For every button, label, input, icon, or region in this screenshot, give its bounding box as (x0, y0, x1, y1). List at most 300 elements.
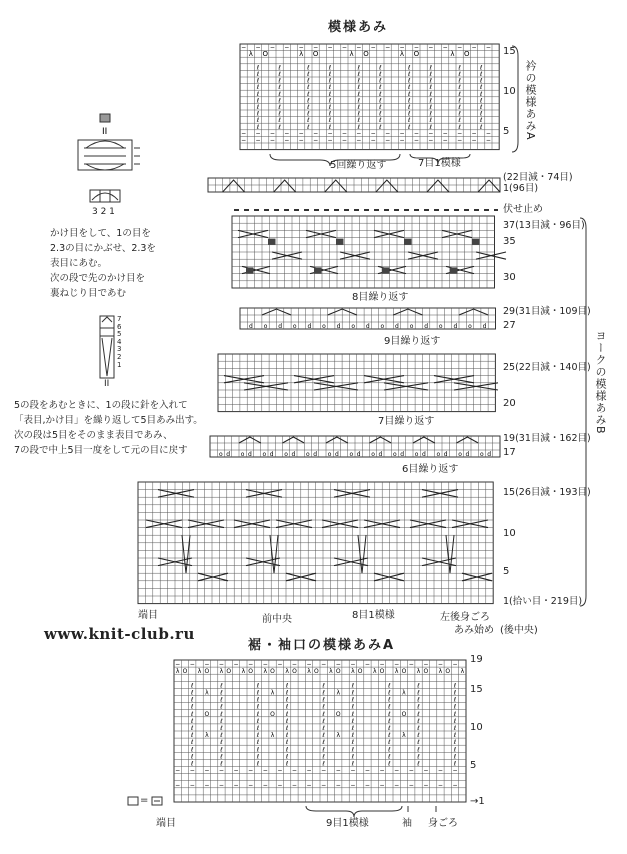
svg-text:−: − (437, 661, 443, 669)
svg-text:λ: λ (349, 50, 354, 59)
svg-text:ℓ: ℓ (388, 682, 391, 690)
svg-text:−: − (335, 661, 341, 669)
svg-text:d: d (487, 451, 492, 458)
legend (126, 795, 176, 809)
svg-text:−: − (399, 44, 405, 52)
svg-text:ℓ: ℓ (307, 77, 310, 85)
svg-text:ℓ: ℓ (407, 104, 411, 111)
svg-text:o: o (351, 323, 355, 330)
svg-text:ℓ: ℓ (453, 696, 457, 704)
svg-text:−: − (413, 44, 419, 52)
svg-text:λ: λ (307, 668, 311, 676)
svg-text:ℓ: ℓ (307, 97, 310, 105)
decrease-strip (208, 178, 500, 192)
collar-braces (240, 152, 500, 172)
svg-text:ℓ: ℓ (458, 84, 461, 92)
svg-text:ℓ: ℓ (351, 717, 355, 725)
yoke-10-label: 10 (503, 528, 516, 539)
collar-side-label: 衿の模様あみA (524, 60, 537, 141)
svg-text:ℓ: ℓ (351, 689, 355, 697)
svg-text:−: − (370, 44, 376, 52)
svg-text:−: − (379, 781, 385, 789)
svg-text:ℓ: ℓ (379, 71, 382, 78)
svg-text:−: − (298, 137, 304, 144)
svg-text:−: − (408, 781, 414, 789)
cuff-19: 19 (470, 654, 483, 665)
svg-text:−: − (452, 781, 458, 789)
svg-text:ℓ: ℓ (388, 717, 391, 725)
svg-text:O: O (401, 668, 407, 676)
svg-text:ℓ: ℓ (328, 110, 332, 118)
svg-text:ℓ: ℓ (453, 732, 457, 740)
svg-text:O: O (226, 668, 232, 676)
svg-text:ℓ: ℓ (479, 97, 483, 105)
svg-text:d: d (465, 451, 470, 458)
svg-text:−: − (269, 137, 275, 144)
yoke-15-label: 15(26目減・193目) (503, 487, 591, 498)
svg-text:λ: λ (402, 732, 406, 740)
svg-text:ℓ: ℓ (256, 110, 260, 118)
svg-text:ℓ: ℓ (220, 710, 223, 718)
svg-text:ℓ: ℓ (417, 739, 420, 747)
svg-text:ℓ: ℓ (453, 753, 457, 761)
svg-text:o: o (480, 451, 484, 458)
svg-text:ℓ: ℓ (256, 117, 260, 125)
svg-text:ℓ: ℓ (322, 732, 325, 740)
svg-text:ℓ: ℓ (220, 689, 223, 697)
svg-text:−: − (452, 661, 458, 669)
svg-text:−: − (364, 767, 370, 775)
svg-text:ℓ: ℓ (351, 710, 355, 718)
cuff-arrow: →1 (470, 796, 485, 807)
svg-text:ℓ: ℓ (388, 760, 391, 768)
svg-text:ℓ: ℓ (285, 710, 289, 718)
svg-text:O: O (182, 668, 188, 676)
yoke-30-label: 30 (503, 272, 516, 283)
svg-text:ℓ: ℓ (322, 689, 325, 697)
row-label-10: 10 (503, 86, 516, 97)
svg-text:o: o (263, 323, 268, 330)
svg-text:−: − (485, 44, 491, 52)
svg-text:O: O (445, 668, 451, 676)
svg-text:−: − (437, 781, 443, 789)
bind-off-label: 伏せ止め (503, 204, 543, 215)
svg-text:d: d (247, 451, 252, 458)
yoke-19-repeat: 6目繰り返す (402, 464, 459, 475)
svg-text:ℓ: ℓ (357, 90, 361, 98)
svg-text:ℓ: ℓ (220, 717, 223, 725)
svg-text:−: − (457, 130, 463, 138)
svg-text:O: O (379, 668, 385, 676)
svg-text:ℓ: ℓ (322, 739, 325, 747)
svg-text:d: d (482, 323, 487, 330)
svg-text:ℓ: ℓ (429, 90, 433, 98)
svg-text:−: − (341, 44, 347, 52)
svg-text:ℓ: ℓ (388, 696, 391, 704)
svg-text:ℓ: ℓ (429, 84, 433, 92)
yoke-block-29 (240, 308, 498, 330)
svg-text:ℓ: ℓ (256, 739, 260, 747)
svg-text:ℓ: ℓ (388, 710, 391, 718)
svg-text:o: o (393, 451, 397, 458)
svg-text:ℓ: ℓ (191, 717, 194, 725)
svg-text:ℓ: ℓ (328, 71, 332, 78)
svg-text:O: O (270, 668, 275, 676)
svg-text:ℓ: ℓ (256, 696, 260, 704)
svg-text:λ: λ (219, 668, 224, 676)
svg-text:d: d (421, 451, 426, 458)
yoke-27-label: 27 (503, 320, 516, 331)
svg-text:O: O (464, 50, 470, 59)
svg-text:ℓ: ℓ (357, 104, 361, 111)
svg-text:ℓ: ℓ (285, 760, 289, 768)
svg-text:ℓ: ℓ (307, 110, 310, 118)
svg-text:O: O (312, 50, 319, 59)
svg-text:−: − (269, 44, 275, 52)
svg-text:−: − (379, 661, 385, 669)
svg-text:λ: λ (248, 50, 253, 59)
svg-text:−: − (233, 661, 239, 669)
svg-text:−: − (269, 130, 275, 138)
svg-text:ℓ: ℓ (479, 90, 483, 98)
svg-text:ℓ: ℓ (256, 77, 260, 85)
svg-text:−: − (277, 661, 283, 669)
svg-text:−: − (298, 44, 304, 52)
svg-text:ℓ: ℓ (407, 71, 411, 78)
svg-text:ℓ: ℓ (256, 104, 260, 111)
svg-text:ℓ: ℓ (479, 77, 483, 85)
svg-text:λ: λ (450, 50, 455, 59)
back-center-label: (後中央) (500, 625, 538, 636)
svg-text:−: − (356, 130, 362, 138)
yoke-1-label: 1(拾い目・219目) (503, 596, 583, 607)
svg-text:−: − (335, 767, 341, 775)
yoke-37-repeat: 8目繰り返す (352, 292, 409, 303)
svg-text:O: O (413, 50, 420, 59)
yo-note: かけ目をして、1の目を 2.3の目にかぶせ、2.3を 表目にあむ。 次の段で先のかけ目を 裏ねじり目であむ (50, 228, 156, 299)
svg-text:ℓ: ℓ (220, 732, 223, 740)
svg-text:o: o (438, 323, 443, 330)
svg-text:o: o (240, 451, 245, 458)
svg-text:−: − (255, 44, 261, 52)
svg-text:d: d (356, 451, 361, 458)
svg-text:−: − (306, 661, 312, 669)
svg-text:−: − (291, 767, 297, 775)
svg-text:−: − (204, 781, 210, 789)
svg-text:−: − (437, 767, 443, 775)
svg-text:ℓ: ℓ (307, 123, 310, 131)
svg-text:ℓ: ℓ (379, 110, 382, 118)
svg-text:ℓ: ℓ (256, 710, 260, 718)
svg-text:ℓ: ℓ (256, 732, 260, 740)
svg-text:ℓ: ℓ (322, 725, 325, 732)
svg-text:λ: λ (351, 668, 355, 676)
yoke-25-label: 25(22目減・140目) (503, 362, 591, 373)
svg-text:λ: λ (299, 50, 304, 59)
svg-text:−: − (394, 781, 400, 789)
svg-text:ℓ: ℓ (328, 84, 332, 92)
svg-text:o: o (306, 451, 310, 458)
svg-text:−: − (189, 767, 195, 775)
svg-text:λ: λ (263, 668, 268, 676)
svg-text:λ: λ (205, 689, 209, 697)
yoke-block-37 (232, 216, 500, 288)
svg-text:d: d (334, 451, 339, 458)
svg-text:−: − (394, 767, 400, 775)
svg-text:ℓ: ℓ (256, 84, 260, 92)
svg-text:ℓ: ℓ (256, 97, 260, 105)
svg-text:−: − (218, 767, 224, 775)
svg-text:ℓ: ℓ (256, 123, 260, 131)
svg-text:−: − (175, 767, 181, 775)
svg-text:ℓ: ℓ (479, 71, 483, 78)
svg-text:−: − (485, 130, 491, 138)
svg-text:−: − (255, 130, 261, 138)
svg-text:ℓ: ℓ (479, 104, 483, 111)
svg-text:−: − (335, 781, 341, 789)
svg-text:−: − (356, 137, 362, 144)
svg-text:ℓ: ℓ (429, 117, 433, 125)
svg-text:ℓ: ℓ (220, 753, 223, 761)
svg-text:d: d (307, 323, 312, 330)
svg-text:−: − (399, 130, 405, 138)
svg-text:ℓ: ℓ (220, 739, 223, 747)
svg-text:−: − (350, 661, 356, 669)
svg-text:ℓ: ℓ (453, 710, 457, 718)
svg-text:ℓ: ℓ (322, 703, 325, 711)
svg-text:λ: λ (270, 689, 275, 697)
svg-text:ℓ: ℓ (417, 746, 420, 754)
svg-text:ℓ: ℓ (285, 703, 289, 711)
cuff-body: 身ごろ (428, 818, 458, 829)
svg-text:ℓ: ℓ (351, 746, 355, 754)
svg-text:ℓ: ℓ (256, 689, 260, 697)
svg-text:ℓ: ℓ (256, 717, 260, 725)
svg-text:ℓ: ℓ (388, 725, 391, 732)
svg-text:ℓ: ℓ (278, 77, 281, 85)
svg-text:ℓ: ℓ (351, 703, 355, 711)
svg-text:ℓ: ℓ (322, 746, 325, 754)
svg-text:−: − (408, 767, 414, 775)
svg-text:λ: λ (285, 668, 289, 676)
svg-text:d: d (378, 451, 383, 458)
svg-text:O: O (292, 668, 297, 676)
svg-text:λ: λ (372, 668, 377, 676)
svg-text:−: − (327, 130, 333, 138)
svg-text:o: o (349, 451, 354, 458)
svg-text:ℓ: ℓ (479, 84, 483, 92)
svg-text:−: − (341, 130, 347, 138)
svg-text:ℓ: ℓ (351, 753, 355, 761)
svg-text:ℓ: ℓ (453, 682, 457, 690)
lower-title: 裾・袖口の模様あみA (248, 638, 396, 653)
svg-text:ℓ: ℓ (458, 90, 461, 98)
yoke-25-repeat: 7目繰り返す (378, 416, 435, 427)
svg-text:−: − (471, 130, 477, 138)
svg-text:ℓ: ℓ (351, 739, 355, 747)
svg-text:ℓ: ℓ (307, 71, 310, 78)
svg-text:ℓ: ℓ (388, 703, 391, 711)
svg-text:ℓ: ℓ (285, 696, 289, 704)
svg-text:ℓ: ℓ (357, 71, 361, 78)
svg-text:ℓ: ℓ (278, 123, 281, 131)
svg-text:d: d (336, 323, 341, 330)
svg-text:ℓ: ℓ (351, 760, 355, 768)
svg-text:−: − (175, 661, 181, 669)
yoke-block-25 (218, 354, 498, 412)
svg-text:O: O (363, 50, 369, 59)
svg-text:ℓ: ℓ (256, 753, 260, 761)
svg-text:ℓ: ℓ (285, 682, 289, 690)
svg-text:ℓ: ℓ (417, 682, 420, 690)
svg-text:ℓ: ℓ (285, 753, 289, 761)
svg-text:−: − (379, 767, 385, 775)
svg-text:λ: λ (329, 668, 333, 676)
symbol-illustration (70, 112, 150, 192)
cuff-10: 10 (470, 722, 483, 733)
svg-text:ℓ: ℓ (278, 71, 281, 78)
svg-text:o: o (371, 451, 375, 458)
yoke-35-label: 35 (503, 236, 516, 247)
svg-text:o: o (380, 323, 385, 330)
svg-text:ℓ: ℓ (458, 97, 461, 105)
svg-text:ℓ: ℓ (307, 84, 310, 92)
svg-text:O: O (335, 668, 341, 676)
yoke-20-label: 20 (503, 398, 516, 409)
svg-text:−: − (413, 130, 419, 138)
svg-text:ℓ: ℓ (322, 753, 325, 761)
watermark-url: www.knit-club.ru (44, 625, 195, 643)
svg-text:O: O (270, 710, 275, 718)
svg-text:−: − (370, 137, 376, 144)
svg-text:−: − (356, 44, 362, 52)
svg-text:λ: λ (402, 689, 406, 697)
svg-text:−: − (218, 661, 224, 669)
svg-text:ℓ: ℓ (407, 90, 411, 98)
svg-text:o: o (458, 451, 462, 458)
svg-text:−: − (364, 781, 370, 789)
svg-text:ℓ: ℓ (407, 117, 411, 125)
svg-text:ℓ: ℓ (407, 97, 411, 105)
svg-text:ℓ: ℓ (357, 64, 361, 72)
svg-text:ℓ: ℓ (417, 717, 420, 725)
five-stitch-symbol (96, 314, 126, 384)
svg-text:d: d (424, 323, 429, 330)
svg-text:−: − (370, 130, 376, 138)
five-note: 5の段をあむときに、1の段に針を入れて 「表目,かけ目」を繰り返して5目あみ出す。 次の段は5目をそのまま表目であみ、 7の段で中上5目一度をして元の目に戻す (14, 400, 203, 456)
svg-text:−: − (284, 137, 290, 144)
svg-text:ℓ: ℓ (351, 696, 355, 704)
svg-text:−: − (298, 130, 304, 138)
yoke-37-label: 37(13目減・96目) (503, 220, 585, 231)
svg-text:o: o (284, 451, 288, 458)
svg-text:−: − (218, 781, 224, 789)
svg-text:−: − (385, 44, 391, 52)
svg-text:ℓ: ℓ (191, 760, 194, 768)
svg-text:ℓ: ℓ (256, 725, 260, 732)
svg-text:ℓ: ℓ (328, 90, 332, 98)
svg-text:ℓ: ℓ (388, 689, 391, 697)
svg-text:ℓ: ℓ (191, 696, 194, 704)
svg-text:ℓ: ℓ (220, 682, 223, 690)
front-center-label: 前中央 (262, 614, 292, 625)
svg-text:ℓ: ℓ (307, 90, 310, 98)
svg-text:ℓ: ℓ (388, 732, 391, 740)
svg-text:ℓ: ℓ (278, 84, 281, 92)
five-stitch-rows: 7 6 5 4 3 2 1 (117, 315, 122, 369)
svg-text:−: − (423, 767, 429, 775)
svg-text:O: O (262, 50, 268, 59)
svg-text:d: d (291, 451, 296, 458)
svg-text:ℓ: ℓ (379, 64, 382, 72)
svg-text:ℓ: ℓ (458, 117, 461, 125)
svg-text:ℓ: ℓ (307, 64, 310, 72)
cuff-chart (174, 660, 466, 802)
svg-text:−: − (423, 661, 429, 669)
svg-text:ℓ: ℓ (285, 739, 289, 747)
svg-text:−: − (284, 44, 290, 52)
svg-text:ℓ: ℓ (407, 84, 411, 92)
svg-text:ℓ: ℓ (388, 739, 391, 747)
svg-text:ℓ: ℓ (458, 64, 461, 72)
svg-text:−: − (321, 781, 327, 789)
svg-text:d: d (395, 323, 399, 330)
svg-text:ℓ: ℓ (379, 90, 382, 98)
svg-text:−: − (241, 44, 247, 52)
svg-text:ℓ: ℓ (417, 753, 420, 761)
svg-text:−: − (262, 767, 268, 775)
svg-text:λ: λ (336, 689, 341, 697)
svg-text:−: − (428, 130, 434, 138)
svg-text:−: − (189, 661, 195, 669)
svg-text:ℓ: ℓ (322, 696, 325, 704)
svg-text:−: − (385, 130, 391, 138)
svg-text:ℓ: ℓ (322, 717, 325, 725)
svg-text:ℓ: ℓ (479, 110, 483, 118)
svg-text:ℓ: ℓ (278, 117, 281, 125)
svg-text:ℓ: ℓ (328, 123, 332, 131)
cuff-sleeve: 袖 (402, 818, 412, 829)
svg-text:−: − (262, 781, 268, 789)
svg-text:ℓ: ℓ (379, 123, 382, 131)
svg-text:−: − (442, 44, 448, 52)
cuff-5: 5 (470, 760, 477, 771)
svg-text:ℓ: ℓ (191, 739, 194, 747)
svg-text:ℓ: ℓ (256, 703, 260, 711)
svg-text:o: o (414, 451, 419, 458)
svg-text:ℓ: ℓ (256, 90, 260, 98)
svg-text:ℓ: ℓ (479, 123, 483, 131)
svg-text:ℓ: ℓ (220, 725, 223, 732)
svg-text:ℓ: ℓ (453, 725, 457, 732)
svg-text:ℓ: ℓ (429, 97, 433, 105)
svg-text:o: o (409, 323, 414, 330)
svg-text:λ: λ (197, 668, 202, 676)
row-label-15: 15 (503, 46, 516, 57)
svg-text:ℓ: ℓ (278, 90, 281, 98)
svg-text:ℓ: ℓ (357, 117, 361, 125)
svg-text:ℓ: ℓ (278, 110, 281, 118)
svg-text:ℓ: ℓ (256, 682, 260, 690)
svg-text:−: − (457, 137, 463, 144)
svg-text:λ: λ (205, 732, 209, 740)
svg-text:ℓ: ℓ (191, 682, 194, 690)
svg-text:ℓ: ℓ (191, 710, 194, 718)
yoke-block-19 (210, 436, 500, 458)
svg-text:−: − (471, 44, 477, 52)
svg-text:ℓ: ℓ (458, 104, 461, 111)
svg-text:λ: λ (175, 668, 180, 676)
